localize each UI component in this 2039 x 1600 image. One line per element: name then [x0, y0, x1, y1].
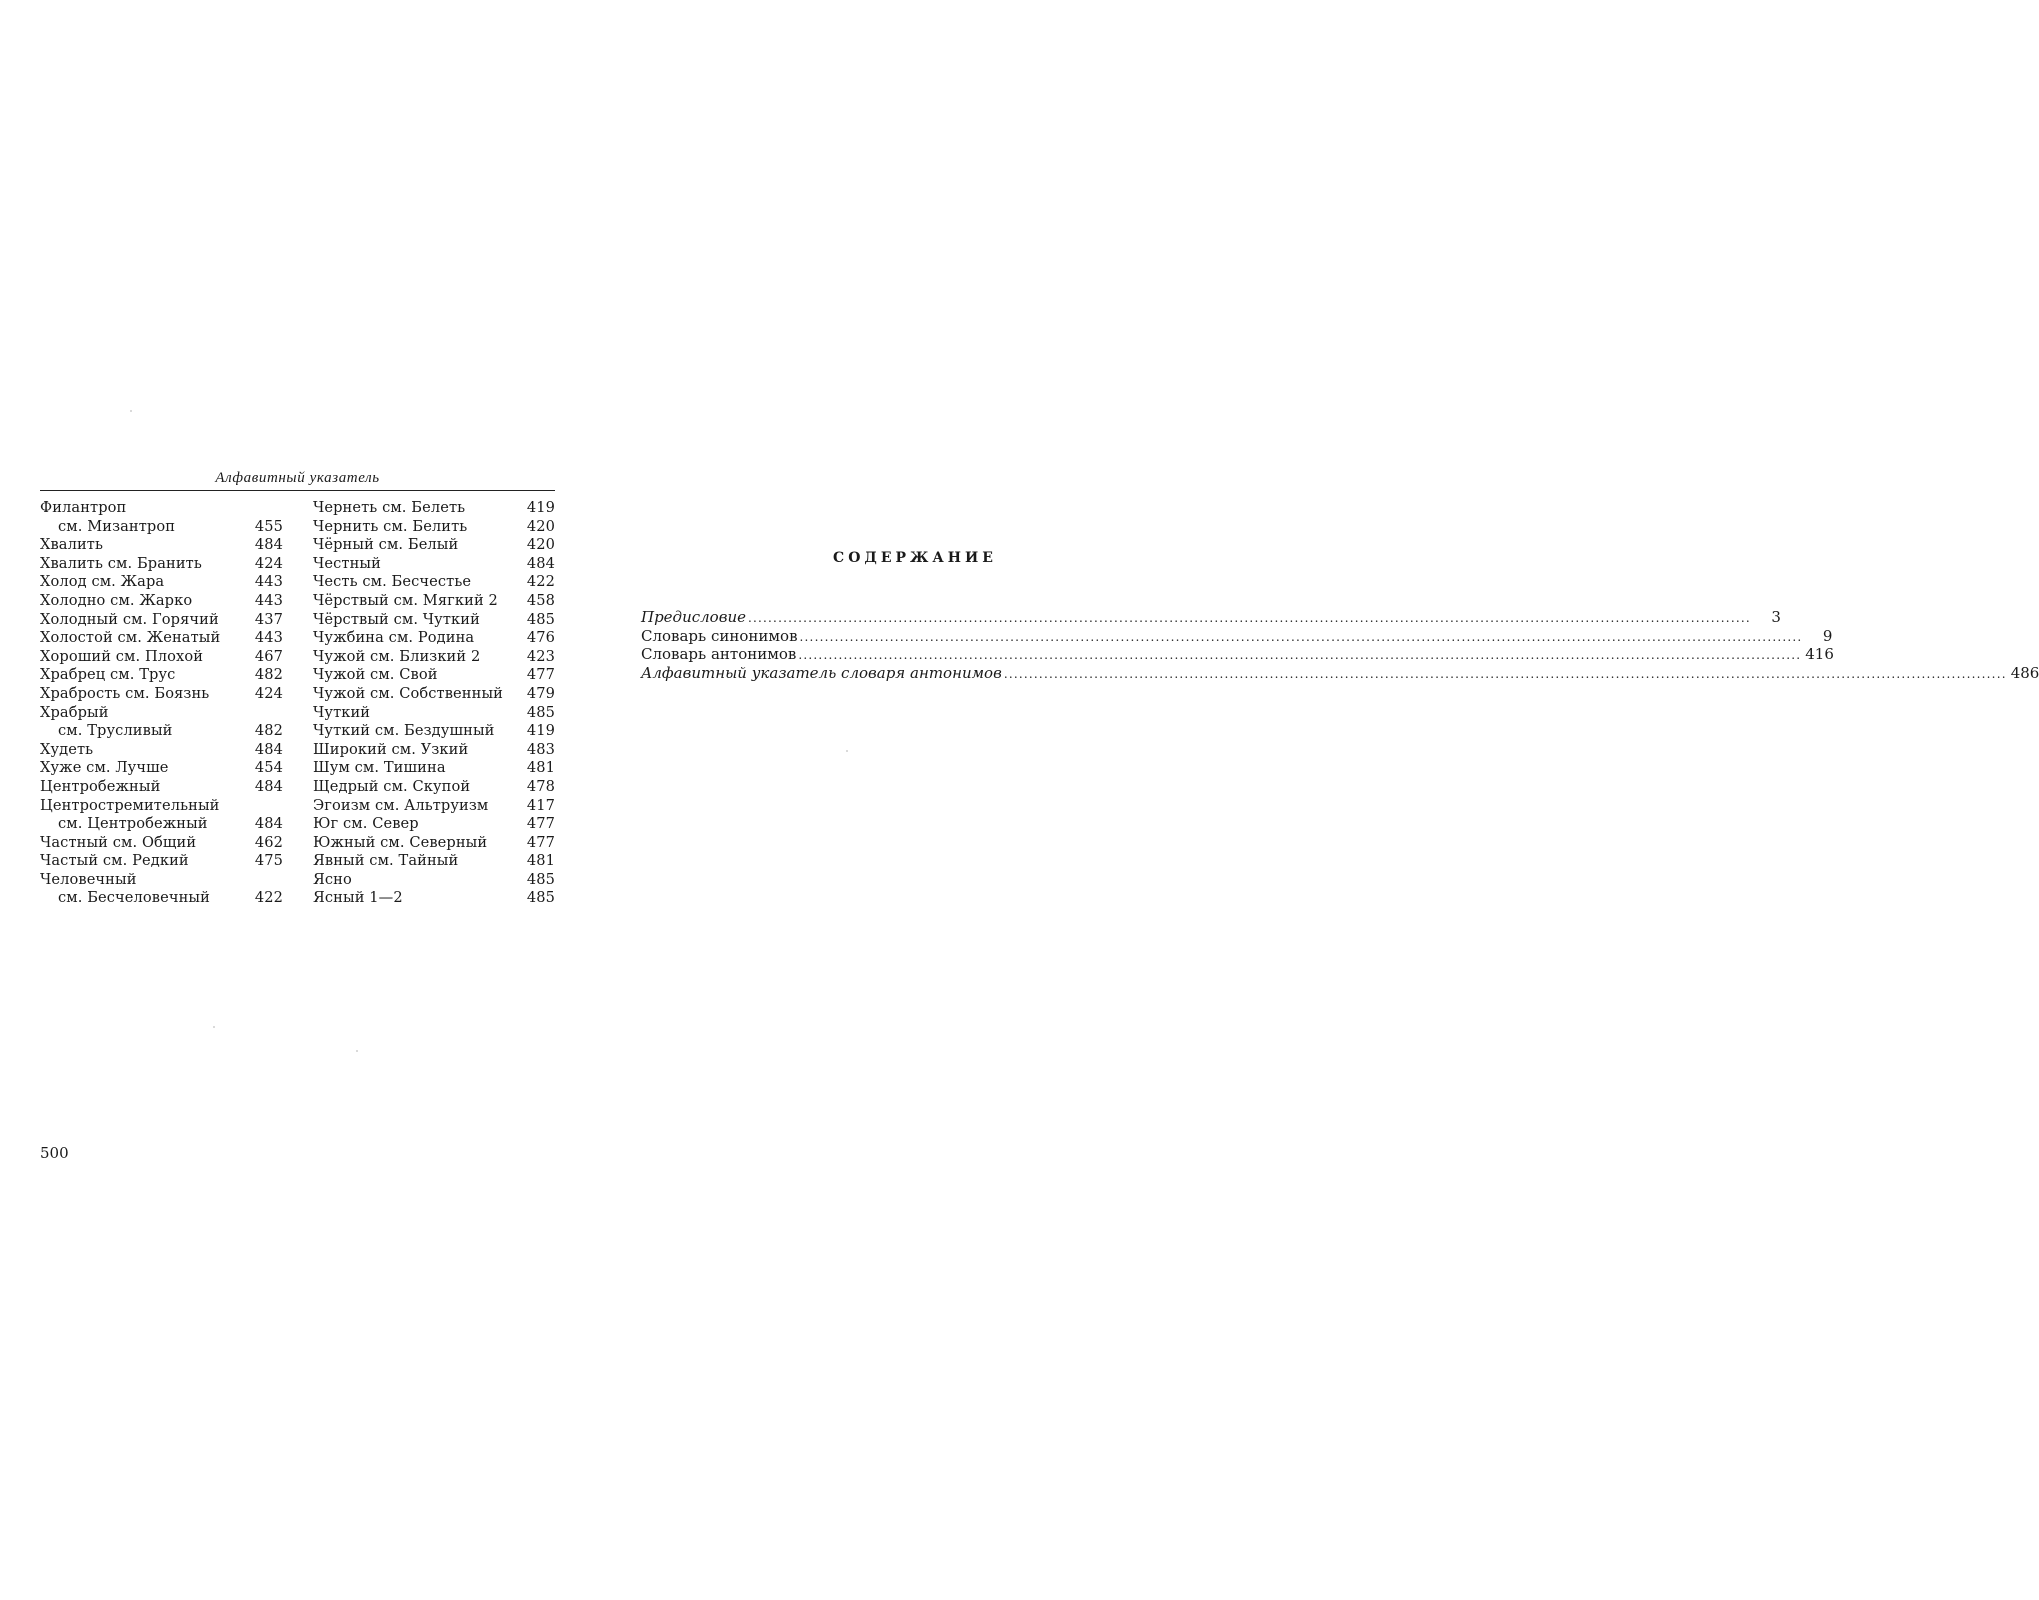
index-entry [313, 778, 555, 797]
index-entry [40, 666, 283, 685]
contents-title: СОДЕРЖАНИЕ [833, 550, 997, 566]
index-entry [40, 518, 283, 537]
index-entry-page: 475 [254, 852, 283, 870]
index-entry-page: 462 [254, 833, 283, 851]
index-entry-term: Шум см. Тишина [313, 759, 446, 777]
index-entry-term: Ясно [313, 870, 352, 888]
toc-entry-title: Словарь синонимов [641, 626, 798, 645]
index-entry [40, 499, 283, 518]
toc-entry-page: 486 [2010, 663, 2039, 682]
index-entry-term: Широкий см. Узкий [313, 740, 469, 758]
index-entry-term: Чёрный см. Белый [313, 536, 459, 554]
index-entry-term: Ясный 1—2 [313, 889, 403, 907]
index-entry-page: 481 [526, 852, 555, 870]
index-entry-page: 424 [254, 554, 283, 572]
paper-speck [130, 410, 132, 412]
index-entry [40, 834, 283, 853]
index-entry [40, 871, 283, 890]
index-entry [40, 611, 283, 630]
table-of-contents [641, 608, 2039, 682]
index-column-b [313, 499, 555, 908]
index-entry [40, 536, 283, 555]
index-entry [40, 704, 283, 723]
index-entry-term: Чёрствый см. Мягкий 2 [313, 591, 498, 609]
index-entry [40, 592, 283, 611]
index-entry-term: Честный [313, 554, 381, 572]
index-entry-term: Эгоизм см. Альтруизм [313, 796, 489, 814]
index-entry [40, 722, 283, 741]
index-entry-page: 479 [526, 684, 555, 702]
dot-leader: ........................................................................................................................................................................................................ [1003, 666, 2007, 681]
index-entry-term: Чужой см. Собственный [313, 684, 503, 702]
toc-entry-title: Предисловие [641, 608, 746, 626]
index-entry [313, 741, 555, 760]
index-entry-page: 477 [526, 666, 555, 684]
index-entry [40, 778, 283, 797]
index-entry [313, 518, 555, 537]
toc-entry-page: 3 [1771, 608, 1781, 626]
index-entry [40, 759, 283, 778]
index-entry [313, 592, 555, 611]
toc-entry [641, 663, 2039, 683]
index-entry-term: Чернеть см. Белеть [313, 499, 466, 516]
index-entry-term: Юг см. Север [313, 815, 419, 833]
index-entry-page: 485 [526, 889, 555, 907]
toc-entry-page: 416 [1805, 645, 1834, 664]
index-entry [40, 685, 283, 704]
index-entry-page: 420 [526, 536, 555, 554]
index-entry-term: Чернить см. Белить [313, 517, 468, 535]
index-entry-page: 478 [526, 777, 555, 795]
index-entry-term: Чужой см. Свой [313, 666, 438, 684]
index-entry [313, 871, 555, 890]
toc-entry [641, 645, 1834, 664]
index-entry-page: 482 [254, 666, 283, 684]
index-entry-page: 422 [526, 573, 555, 591]
index-column-a [40, 499, 283, 908]
index-entry-page: 483 [526, 740, 555, 758]
index-entry [313, 759, 555, 778]
index-entry [40, 573, 283, 592]
index-entry-term: Центробежный [40, 777, 161, 795]
index-entry-page: 419 [526, 499, 555, 516]
index-entry-page: 482 [254, 722, 283, 740]
index-entry-term: Центростремительный [40, 796, 220, 814]
index-entry-term: Щедрый см. Скупой [313, 777, 471, 795]
index-entry-term: Хвалить [40, 536, 104, 554]
index-entry-term: Хороший см. Плохой [40, 647, 204, 665]
index-entry [40, 648, 283, 667]
index-entry-term: Хвалить см. Бранить [40, 554, 202, 572]
dot-leader: ........................................................................................................................................................................................................ [798, 648, 1802, 663]
paper-speck [213, 1026, 215, 1028]
index-entry-page: 458 [526, 591, 555, 609]
index-entry-page: 477 [526, 833, 555, 851]
index-entry-page: 423 [526, 647, 555, 665]
index-entry-term: Холодный см. Горячий [40, 610, 219, 628]
index-entry [313, 629, 555, 648]
index-entry-page: 481 [526, 759, 555, 777]
index-entry [313, 852, 555, 871]
index-entry-page: 484 [254, 777, 283, 795]
index-entry-term: Холод см. Жара [40, 573, 165, 591]
index-entry [313, 499, 555, 518]
dot-leader: ........................................................................................................................................................................................................ [747, 611, 1751, 625]
right-page [641, 550, 2039, 682]
index-entry [40, 629, 283, 648]
index-entry-term: см. Трусливый [58, 722, 173, 740]
index-entry-term: Человечный [40, 870, 137, 888]
paper-speck [356, 1050, 358, 1052]
index-entry-term: см. Центробежный [58, 815, 208, 833]
left-page [40, 470, 555, 907]
index-entry [313, 685, 555, 704]
index-entry-term: Филантроп [40, 499, 127, 516]
index-entry-page: 443 [254, 573, 283, 591]
index-entry-term: Южный см. Северный [313, 833, 488, 851]
index-entry [313, 648, 555, 667]
toc-entry [641, 626, 1833, 646]
page-number: 500 [40, 1144, 69, 1162]
toc-entry-title: Словарь антонимов [641, 645, 797, 664]
index-entry [313, 815, 555, 834]
index-entry-term: Храбрый [40, 703, 109, 721]
index-entry-term: Холостой см. Женатый [40, 629, 221, 647]
index-entry-term: Явный см. Тайный [313, 852, 459, 870]
index-entry-term: см. Бесчеловечный [58, 889, 210, 907]
index-entry [313, 722, 555, 741]
index-entry-term: Чёрствый см. Чуткий [313, 610, 480, 628]
index-entry-term: Чужбина см. Родина [313, 629, 475, 647]
paper-speck [846, 750, 848, 752]
index-entry-page: 484 [254, 740, 283, 758]
index-entry [313, 573, 555, 592]
index-entry [313, 704, 555, 723]
index-entry [40, 797, 283, 816]
index-entry [40, 555, 283, 574]
toc-entry-page: 9 [1822, 626, 1833, 645]
index-entry-term: Частый см. Редкий [40, 852, 189, 870]
index-entry-term: Храбрец см. Трус [40, 666, 176, 684]
toc-entry-title: Алфавитный указатель словаря антонимов [641, 663, 1002, 682]
index-entry-page: 476 [526, 629, 555, 647]
index-entry-page: 437 [254, 610, 283, 628]
dot-leader: ........................................................................................................................................................................................................ [799, 629, 1803, 644]
index-entry-page: 485 [526, 610, 555, 628]
index-entry-page: 443 [254, 591, 283, 609]
index-entry-term: Честь см. Бесчестье [313, 573, 472, 591]
index-entry [313, 666, 555, 685]
index-entry-page: 443 [254, 629, 283, 647]
index-entry-term: Частный см. Общий [40, 833, 197, 851]
index-entry-page: 454 [254, 759, 283, 777]
index-entry [40, 815, 283, 834]
index-entry-page: 484 [254, 815, 283, 833]
index-entry-term: Холодно см. Жарко [40, 591, 193, 609]
index-entry-page: 484 [526, 554, 555, 572]
index-entry-term: Чуткий см. Бездушный [313, 722, 495, 740]
index-entry-term: Хуже см. Лучше [40, 759, 169, 777]
index-entry-page: 420 [526, 517, 555, 535]
index-entry-term: Чуткий [313, 703, 371, 721]
index-entry-page: 485 [526, 870, 555, 888]
index-entry [313, 555, 555, 574]
index-entry-term: см. Мизантроп [58, 517, 176, 535]
index-entry-page: 417 [526, 796, 555, 814]
index-entry [313, 834, 555, 853]
index-entry-page: 422 [254, 889, 283, 907]
running-head: Алфавитный указатель [40, 470, 555, 491]
index-entry [40, 741, 283, 760]
index-entry-page: 467 [254, 647, 283, 665]
index-entry-page: 455 [254, 517, 283, 535]
index-entry [40, 852, 283, 871]
index-entry-page: 424 [254, 684, 283, 702]
index-entry [313, 536, 555, 555]
index-entry-term: Храбрость см. Боязнь [40, 684, 210, 702]
index-entry [313, 797, 555, 816]
index-entry-page: 419 [526, 722, 555, 740]
index-entry-term: Чужой см. Близкий 2 [313, 647, 481, 665]
index-entry-term: Худеть [40, 740, 94, 758]
index-entry-page: 477 [526, 815, 555, 833]
index-entry-page: 485 [526, 703, 555, 721]
index-entry-page: 484 [254, 536, 283, 554]
index-entry [313, 611, 555, 630]
index-entry [40, 889, 283, 908]
toc-entry [641, 608, 1781, 627]
index-entry [313, 889, 555, 908]
